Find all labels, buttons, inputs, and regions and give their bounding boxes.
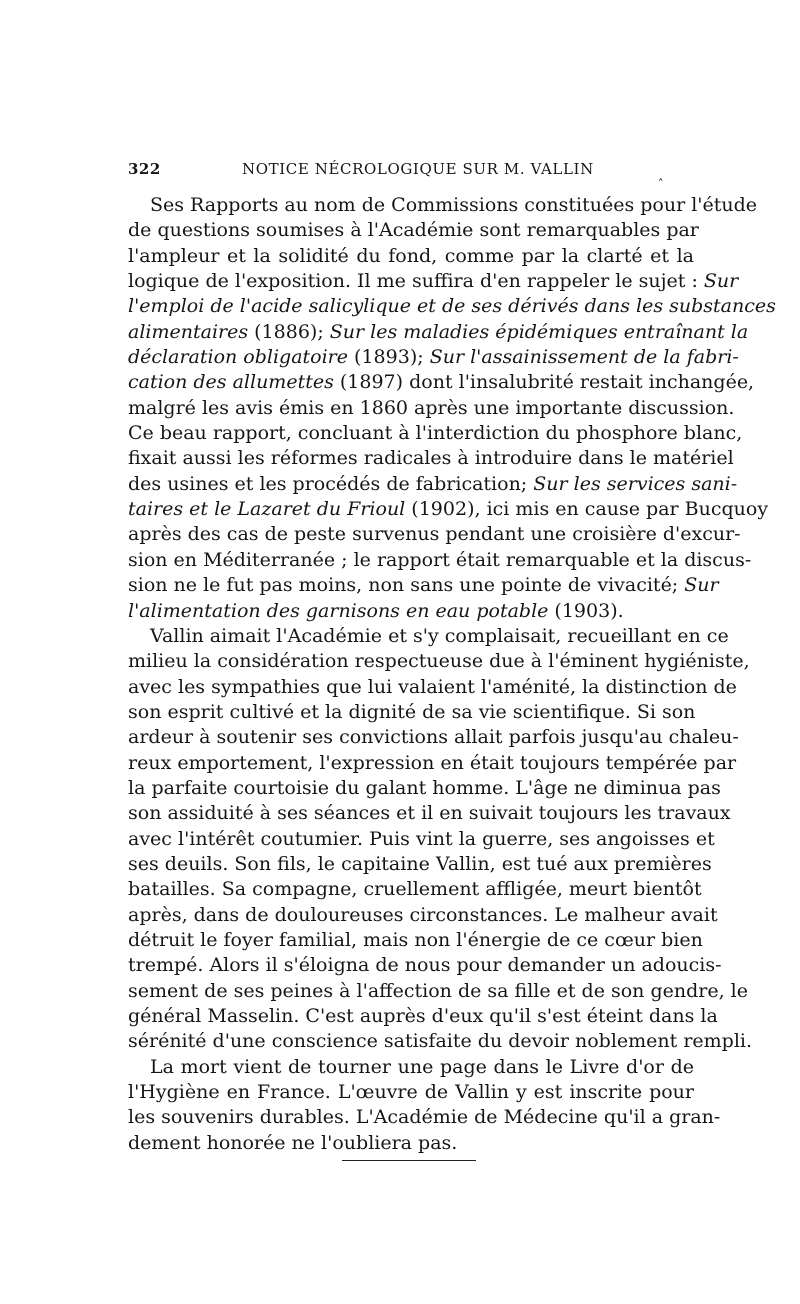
text-line: [128, 193, 758, 218]
text-segment: Ses Rapports au nom de Commissions constituées pour l'étude: [150, 194, 758, 216]
text-segment: reux emportement, l'expression en était toujours tempérée par: [128, 751, 737, 774]
page-header: [128, 160, 688, 184]
text-segment: batailles. Sa compagne, cruellement affligée, meurt bientôt: [128, 878, 702, 901]
text-segment: son esprit cultivé et la dignité de sa vie scientifique. Si son: [128, 700, 696, 723]
italic-title-segment: déclaration obligatoire: [128, 346, 349, 369]
text-line: [128, 472, 738, 497]
closing-rule: [342, 1160, 476, 1161]
paragraph: [128, 1055, 721, 1156]
text-line: [128, 573, 719, 598]
text-line: [128, 396, 735, 421]
text-line: [128, 1055, 694, 1080]
paragraph: [128, 193, 776, 624]
text-segment: milieu la considération respectueuse due à l'éminent hygiéniste,: [128, 650, 750, 673]
text-segment: (1903).: [548, 599, 624, 622]
text-line: [128, 725, 739, 750]
text-line: [128, 649, 750, 674]
text-segment: avec l'intérêt coutumier. Puis vint la guerre, ses angoisses et: [128, 827, 715, 850]
text-line: [128, 877, 702, 902]
text-segment: avec les sympathies que lui valaient l'aménité, la distinction de: [128, 675, 737, 698]
italic-title-segment: cation des allumettes: [128, 371, 334, 394]
text-segment: sement de ses peines à l'affection de sa fille et de son gendre, le: [128, 979, 748, 1002]
text-segment: (1886);: [248, 320, 330, 343]
text-line: [128, 269, 739, 294]
text-line: [128, 928, 703, 953]
text-line: [128, 244, 694, 269]
text-segment: des usines et les procédés de fabrication;: [128, 472, 534, 495]
text-segment: l'Hygiène en France. L'œuvre de Vallin y est inscrite pour: [128, 1081, 694, 1104]
text-segment: trempé. Alors il s'éloigna de nous pour demander un adoucis-: [128, 954, 722, 977]
text-segment: malgré les avis émis en 1860 après une importante discussion.: [128, 396, 735, 419]
page-number: 322: [128, 160, 161, 178]
text-segment: après des cas de peste survenus pendant une croisière d'excur-: [128, 523, 741, 546]
italic-title-segment: Sur les services sani-: [533, 472, 738, 495]
text-line: [128, 446, 734, 471]
text-line: [128, 801, 731, 826]
header-mark: ˰: [658, 168, 664, 181]
italic-title-segment: l'emploi de l'acide salicylique et de ses dérivés dans les substances: [128, 295, 776, 318]
text-line: [128, 675, 737, 700]
text-segment: sion ne le fut pas moins, non sans une pointe de vivacité;: [128, 574, 685, 597]
text-line: [128, 852, 712, 877]
text-line: [128, 624, 729, 649]
italic-title-segment: Sur l'assainissement de la fabri-: [429, 346, 739, 369]
text-segment: Vallin aimait l'Académie et s'y complaisait, recueillant en ce: [150, 624, 729, 647]
text-line: [128, 218, 699, 243]
text-segment: sérénité d'une conscience satisfaite du devoir noblement rempli.: [128, 1030, 753, 1053]
text-segment: (1897) dont l'insalubrité restait inchangée,: [333, 371, 755, 394]
text-line: [128, 700, 694, 725]
text-line: [128, 1131, 694, 1156]
text-segment: général Masselin. C'est auprès d'eux qu'il s'est éteint dans la: [128, 1005, 718, 1027]
italic-title-segment: Sur: [684, 574, 719, 597]
text-line: [128, 751, 737, 776]
text-segment: après, dans de douloureuses circonstances. Le malheur avait: [128, 903, 718, 926]
text-line: [128, 1080, 694, 1105]
text-segment: fixait aussi les réformes radicales à introduire dans le matériel: [128, 447, 734, 470]
italic-title-segment: alimentaires: [128, 320, 249, 343]
text-line: [128, 827, 715, 852]
text-segment: logique de l'exposition. Il me suffira d'en rappeler le sujet :: [128, 270, 704, 293]
text-line: [128, 421, 743, 446]
text-segment: ses deuils. Son fils, le capitaine Vallin, est tué aux premières: [128, 852, 712, 875]
text-line: [128, 1105, 721, 1130]
text-line: [128, 953, 722, 978]
text-line: [128, 522, 741, 547]
text-line: [128, 345, 739, 370]
italic-title-segment: taires et le Lazaret du Frioul: [128, 498, 406, 521]
italic-title-segment: l'alimentation des garnisons en eau potable: [128, 599, 549, 622]
text-segment: Ce beau rapport, concluant à l'interdiction du phosphore blanc,: [128, 422, 743, 445]
text-line: [128, 903, 718, 928]
text-line: [128, 294, 776, 319]
text-segment: les souvenirs durables. L'Académie de Médecine qu'il a gran-: [128, 1106, 721, 1129]
text-line: [128, 548, 752, 573]
text-segment: son assiduité à ses séances et il en suivait toujours les travaux: [128, 802, 731, 825]
text-segment: détruit le foyer familial, mais non l'énergie de ce cœur bien: [128, 928, 703, 951]
text-line: [128, 979, 748, 1004]
italic-title-segment: Sur les maladies épidémiques entraînant la: [329, 320, 749, 343]
text-line: [128, 599, 694, 624]
text-segment: la parfaite courtoisie du galant homme. L'âge ne diminua pas: [128, 776, 721, 799]
text-line: [128, 1029, 753, 1054]
text-segment: (1902), ici mis en cause par Bucquoy: [405, 498, 769, 521]
text-segment: ardeur à soutenir ses convictions allait parfois jusqu'au chaleu-: [128, 726, 739, 749]
paragraph: [128, 624, 753, 1055]
text-line: [128, 1004, 718, 1029]
text-line: [128, 320, 749, 345]
text-segment: l'ampleur et la solidité du fond, comme par la clarté et la: [128, 244, 694, 267]
text-line: [128, 497, 769, 522]
text-line: [128, 370, 755, 395]
text-segment: (1893);: [348, 346, 430, 369]
italic-title-segment: Sur: [703, 270, 739, 293]
text-segment: La mort vient de tourner une page dans le Livre d'or de: [150, 1055, 694, 1078]
running-title: NOTICE NÉCROLOGIQUE SUR M. VALLIN: [242, 160, 594, 178]
text-line: [128, 776, 721, 801]
text-segment: dement honorée ne l'oubliera pas.: [128, 1131, 458, 1154]
text-segment: sion en Méditerranée ; le rapport était remarquable et la discus-: [128, 548, 752, 571]
text-segment: de questions soumises à l'Académie sont remarquables par: [128, 219, 699, 242]
body-text: [128, 193, 776, 1156]
